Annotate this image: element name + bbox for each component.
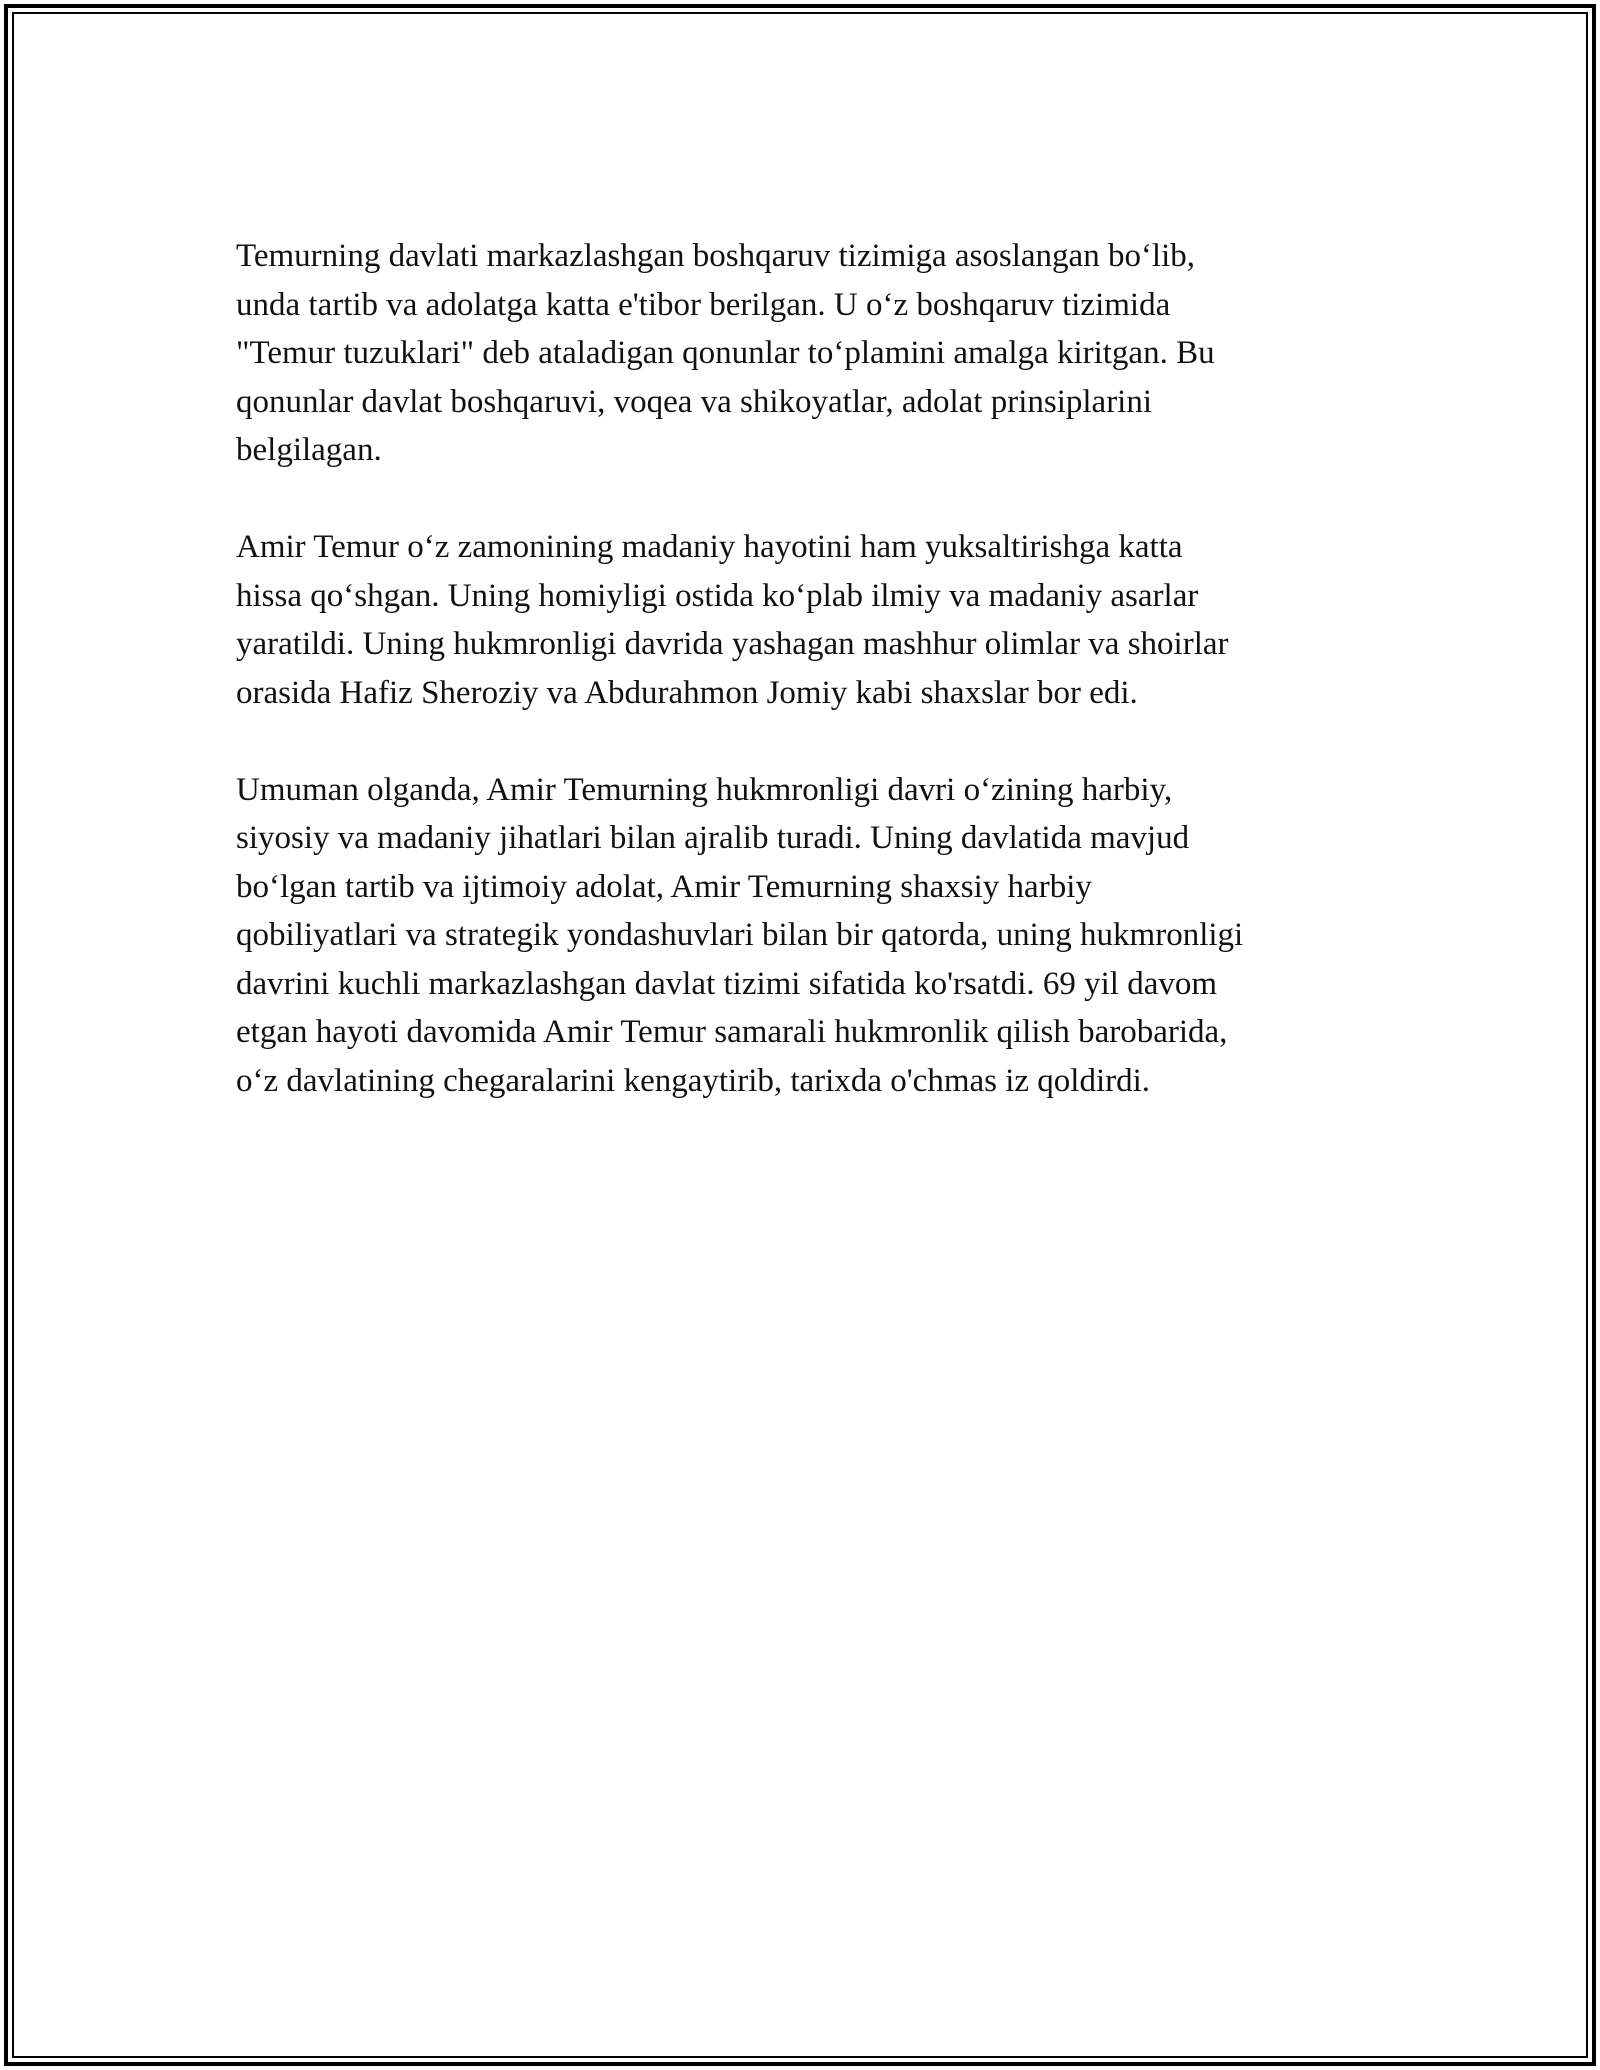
text-line: yaratildi. Uning hukmronligi davrida yashagan mashhur olimlar va shoirlar [236,626,1229,662]
text-line: Temurning davlati markazlashgan boshqaruv tizimiga asoslangan bo‘lib, [236,238,1196,274]
text-line: Amir Temur o‘z zamonining madaniy hayotini ham yuksaltirishga katta [236,529,1183,565]
text-line: siyosiy va madaniy jihatlari bilan ajralib turadi. Uning davlatida mavjud [236,820,1190,856]
text-line: unda tartib va adolatga katta e'tibor berilgan. U o‘z boshqaruv tizimida [236,286,1171,323]
text-line: belgilagan. [236,432,382,468]
text-line: o‘z davlatining chegaralarini kengaytirib, tarixda o'chmas iz qoldirdi. [236,1062,1151,1099]
text-line: orasida Hafiz Sheroziy va Abdurahmon Jomiy kabi shaxslar bor edi. [236,674,1138,711]
paragraph-1 [236,232,1366,475]
paragraph-2 [236,523,1366,717]
text-line: etgan hayoti davomida Amir Temur samarali hukmronlik qilish barobarida, [236,1014,1228,1050]
text-line: qonunlar davlat boshqaruvi, voqea va shikoyatlar, adolat prinsiplarini [236,383,1153,420]
document-body [236,232,1366,1154]
text-line: "Temur tuzuklari" deb ataladigan qonunlar to‘plamini amalga kiritgan. Bu [236,335,1215,371]
paragraph-3 [236,766,1366,1106]
text-line: davrini kuchli markazlashgan davlat tizimi sifatida ko'rsatdi. 69 yil davom [236,965,1218,1002]
text-line: Umuman olganda, Amir Temurning hukmronligi davri o‘zining harbiy, [236,771,1173,808]
text-line: bo‘lgan tartib va ijtimoiy adolat, Amir Temurning shaxsiy harbiy [236,868,1092,905]
text-line: hissa qo‘shgan. Uning homiyligi ostida ko‘plab ilmiy va madaniy asarlar [236,577,1199,614]
text-line: qobiliyatlari va strategik yondashuvlari bilan bir qatorda, uning hukmronligi [236,917,1244,953]
